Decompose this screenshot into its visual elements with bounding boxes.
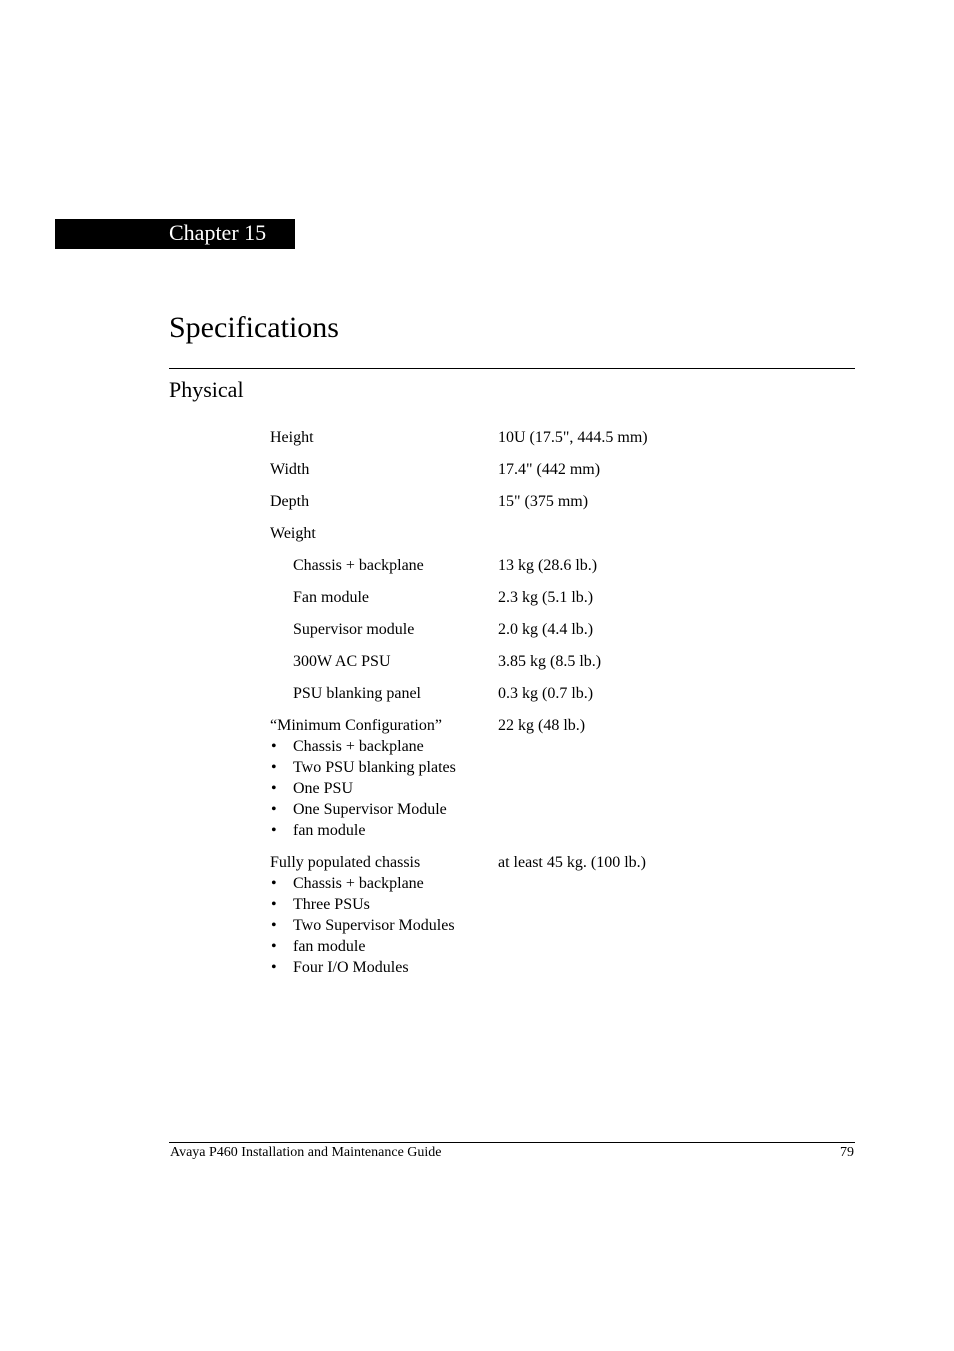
spec-label: Chassis + backplane bbox=[293, 557, 424, 574]
list-item bbox=[270, 799, 730, 820]
chapter-banner bbox=[55, 219, 295, 249]
spec-value: 2.0 kg (4.4 lb.) bbox=[498, 621, 594, 638]
list-item bbox=[270, 936, 730, 957]
bullet-icon: • bbox=[271, 959, 277, 976]
list-item-text: Three PSUs bbox=[293, 896, 370, 913]
spec-label: 300W AC PSU bbox=[293, 653, 391, 670]
list-item-text: Chassis + backplane bbox=[293, 738, 424, 755]
spec-label: Fan module bbox=[293, 589, 369, 606]
footer-divider bbox=[169, 1142, 855, 1143]
bullet-list bbox=[270, 873, 730, 978]
spec-label: Supervisor module bbox=[293, 621, 415, 638]
list-item bbox=[270, 915, 730, 936]
spec-label: PSU blanking panel bbox=[293, 685, 421, 702]
spec-row-weight-supervisor bbox=[270, 619, 730, 640]
list-item-text: Four I/O Modules bbox=[293, 959, 409, 976]
spec-label: Height bbox=[270, 429, 314, 446]
bullet-list bbox=[270, 736, 730, 841]
list-item bbox=[270, 820, 730, 841]
spec-value: 2.3 kg (5.1 lb.) bbox=[498, 589, 594, 606]
spec-row-min-config bbox=[270, 715, 730, 841]
spec-value: 10U (17.5", 444.5 mm) bbox=[498, 429, 648, 446]
footer-document-title: Avaya P460 Installation and Maintenance Guide bbox=[170, 1145, 442, 1160]
spec-label: Fully populated chassis bbox=[270, 854, 421, 871]
chapter-label: Chapter 15 bbox=[169, 220, 267, 245]
spec-row-weight-blanking bbox=[270, 683, 730, 704]
bullet-icon: • bbox=[271, 938, 277, 955]
title-divider bbox=[169, 368, 855, 369]
spec-label: Weight bbox=[270, 525, 316, 542]
bullet-icon: • bbox=[271, 896, 277, 913]
list-item bbox=[270, 736, 730, 757]
bullet-icon: • bbox=[271, 822, 277, 839]
spec-row-weight-fan bbox=[270, 587, 730, 608]
bullet-icon: • bbox=[271, 780, 277, 797]
list-item-text: Chassis + backplane bbox=[293, 875, 424, 892]
spec-value: 17.4" (442 mm) bbox=[498, 461, 601, 478]
page-title: Specifications bbox=[169, 311, 339, 344]
list-item-text: fan module bbox=[293, 822, 366, 839]
spec-value: 0.3 kg (0.7 lb.) bbox=[498, 685, 594, 702]
spec-value: 22 kg (48 lb.) bbox=[498, 717, 586, 734]
spec-value: 13 kg (28.6 lb.) bbox=[498, 557, 598, 574]
spec-row-weight-chassis bbox=[270, 555, 730, 576]
spec-label: “Minimum Configuration” bbox=[270, 717, 442, 734]
list-item bbox=[270, 957, 730, 978]
list-item-text: One Supervisor Module bbox=[293, 801, 447, 818]
list-item-text: Two Supervisor Modules bbox=[293, 917, 455, 934]
spec-row-width bbox=[270, 459, 730, 480]
list-item-text: One PSU bbox=[293, 780, 354, 797]
spec-row-weight-psu bbox=[270, 651, 730, 672]
bullet-icon: • bbox=[271, 875, 277, 892]
spec-value: at least 45 kg. (100 lb.) bbox=[498, 854, 646, 871]
spec-table bbox=[270, 427, 730, 989]
bullet-icon: • bbox=[271, 917, 277, 934]
list-item bbox=[270, 778, 730, 799]
bullet-icon: • bbox=[271, 759, 277, 776]
spec-label: Depth bbox=[270, 493, 310, 510]
spec-value: 3.85 kg (8.5 lb.) bbox=[498, 653, 602, 670]
spec-row-height bbox=[270, 427, 730, 448]
list-item bbox=[270, 757, 730, 778]
list-item-text: Two PSU blanking plates bbox=[293, 759, 456, 776]
section-heading: Physical bbox=[169, 377, 244, 402]
list-item-text: fan module bbox=[293, 938, 366, 955]
bullet-icon: • bbox=[271, 801, 277, 818]
spec-row-full-config bbox=[270, 852, 730, 978]
list-item bbox=[270, 894, 730, 915]
spec-label: Width bbox=[270, 461, 310, 478]
spec-value: 15" (375 mm) bbox=[498, 493, 589, 510]
spec-row-weight bbox=[270, 523, 730, 544]
list-item bbox=[270, 873, 730, 894]
bullet-icon: • bbox=[271, 738, 277, 755]
footer-page-number: 79 bbox=[840, 1145, 854, 1160]
spec-row-depth bbox=[270, 491, 730, 512]
